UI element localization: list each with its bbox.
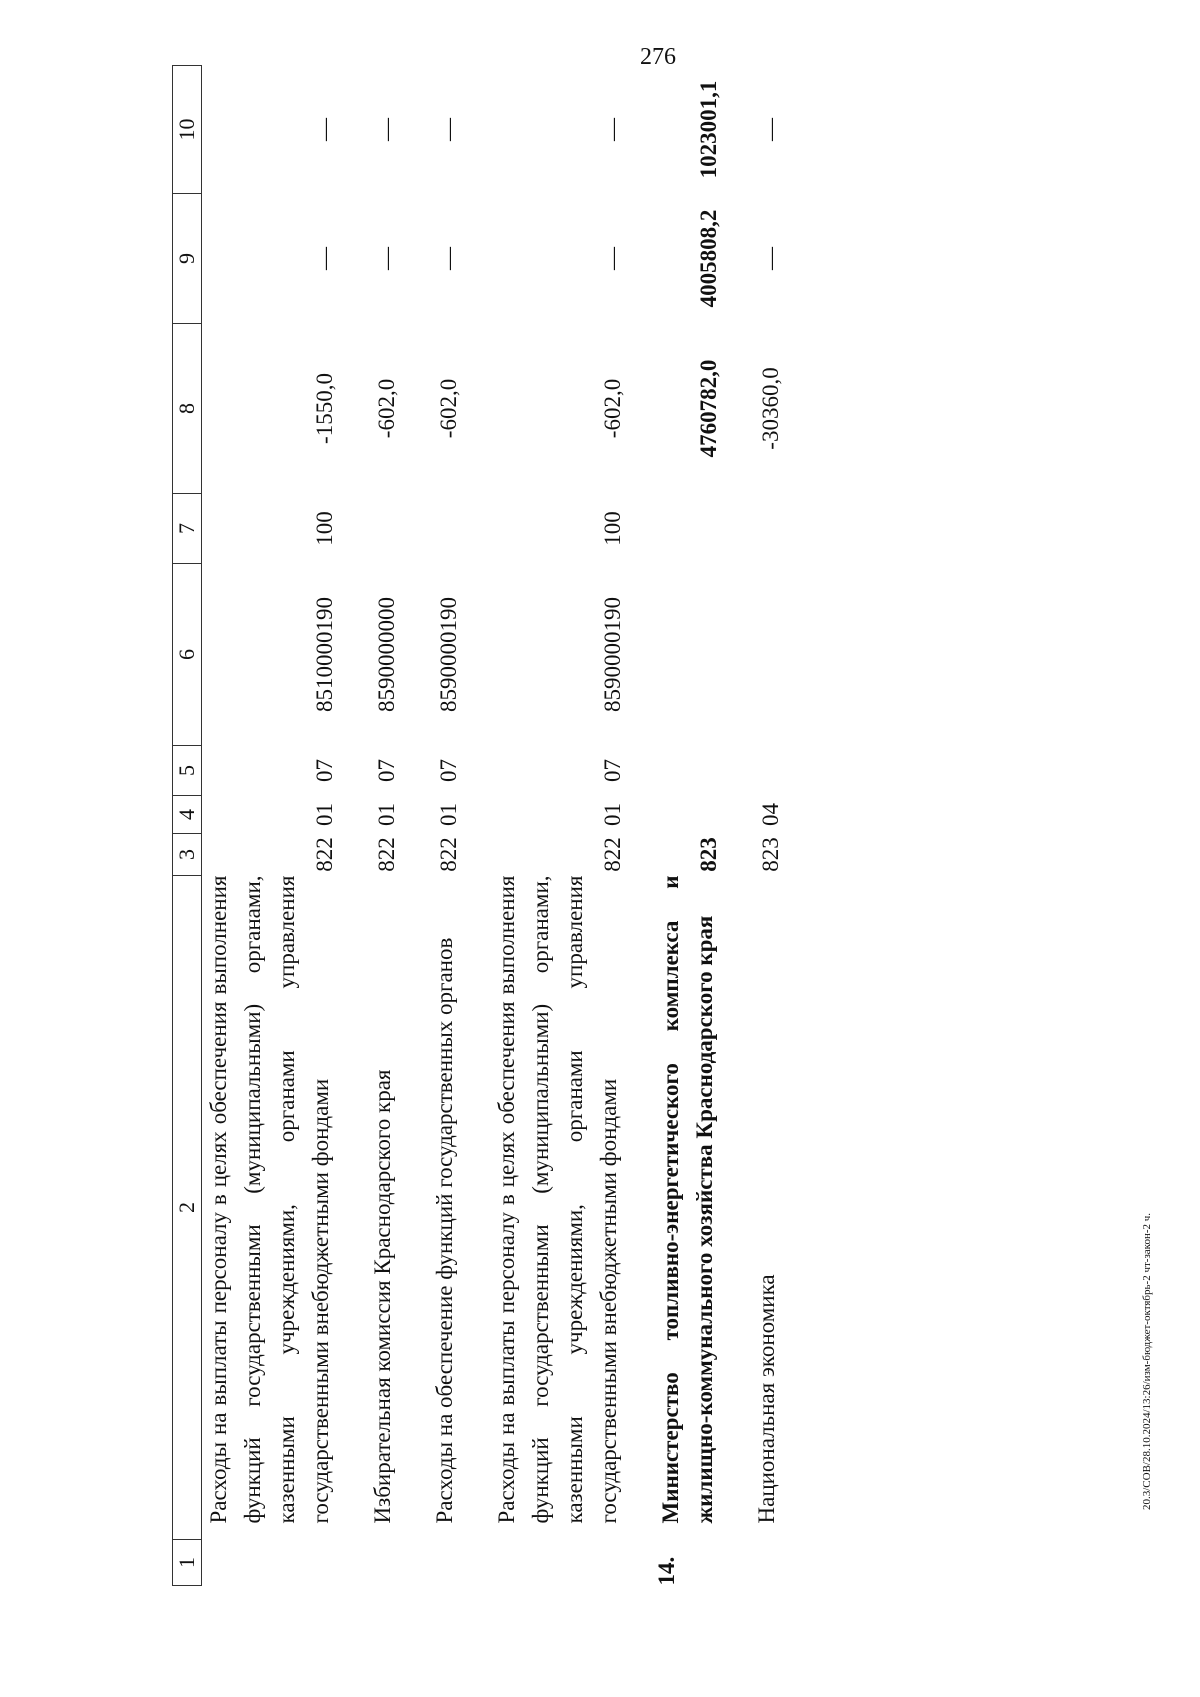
- row-number: [408, 1540, 470, 1586]
- cell-section: 01: [436, 803, 461, 826]
- page-number: 276: [640, 44, 676, 70]
- row-description: Расходы на обеспечение функций государственных органов: [432, 937, 457, 1524]
- cell-amount-col8: -1550,0: [312, 373, 337, 444]
- cell-expense-type: [730, 494, 792, 564]
- cell-target-article: [634, 564, 730, 746]
- cell-subsection: [634, 746, 730, 796]
- budget-table: [172, 65, 792, 1586]
- cell-expense-type: 100: [312, 511, 337, 546]
- header-cell: 7: [173, 494, 202, 564]
- table-row: [730, 66, 792, 1586]
- header-cell: 2: [173, 876, 202, 1540]
- cell-subsection: [730, 746, 792, 796]
- row-description: Расходы на выплаты персоналу в целях обеспечения выполнения функций государственными (муниципальными) органами, казенными учреждениями, органами управления государственными внебюджетными фондами: [206, 875, 333, 1524]
- row-number: [470, 1540, 634, 1586]
- cell-amount-col10: —: [436, 118, 461, 141]
- cell-section: [634, 796, 730, 834]
- table-row: [470, 66, 634, 1586]
- cell-expense-type: [346, 494, 408, 564]
- row-description: Расходы на выплаты персоналу в целях обеспечения выполнения функций государственными (муниципальными) органами, казенными учреждениями, органами управления государственными внебюджетными фондами: [494, 875, 621, 1524]
- cell-target-article: 8510000190: [312, 597, 337, 712]
- cell-ministry-code: 823: [696, 837, 721, 872]
- cell-target-article: 8590000190: [436, 597, 461, 712]
- header-cell: 6: [173, 564, 202, 746]
- cell-amount-col8: -602,0: [600, 378, 625, 439]
- cell-amount-col8: -30360,0: [758, 367, 783, 450]
- cell-subsection: 07: [436, 759, 461, 782]
- cell-target-article: 8590000000: [374, 597, 399, 712]
- header-cell: 10: [173, 66, 202, 194]
- row-description: Национальная экономика: [754, 1274, 779, 1524]
- cell-amount-col9: —: [374, 247, 399, 270]
- row-description: Министерство топливно-энергетического комплекса и жилищно-коммунального хозяйства Краснодарского края: [658, 875, 717, 1524]
- cell-amount-col8: -602,0: [436, 378, 461, 439]
- header-cell: 3: [173, 834, 202, 876]
- cell-amount-col9: —: [758, 247, 783, 270]
- cell-expense-type: 100: [600, 511, 625, 546]
- cell-subsection: 07: [600, 759, 625, 782]
- header-cell: 4: [173, 796, 202, 834]
- cell-amount-col10: —: [312, 118, 337, 141]
- table-row: [634, 66, 730, 1586]
- cell-ministry-code: 822: [600, 837, 625, 872]
- cell-amount-col9: 4005808,2: [696, 209, 721, 308]
- cell-ministry-code: 822: [374, 837, 399, 872]
- cell-amount-col10: —: [600, 118, 625, 141]
- cell-section: 01: [374, 803, 399, 826]
- document-footer-code: 20.3/СОВ/28.10.2024/13:26/изм-бюджет-октябрь-2 чт-закон-2 ч.: [1141, 1212, 1153, 1510]
- cell-target-article: [730, 564, 792, 746]
- cell-amount-col10: 1023001,1: [696, 80, 721, 179]
- cell-amount-col9: —: [436, 247, 461, 270]
- cell-target-article: 8590000190: [600, 597, 625, 712]
- cell-expense-type: [408, 494, 470, 564]
- cell-subsection: 07: [374, 759, 399, 782]
- header-cell: 8: [173, 324, 202, 494]
- row-number: [346, 1540, 408, 1586]
- cell-amount-col9: —: [312, 247, 337, 270]
- cell-amount-col8: -602,0: [374, 378, 399, 439]
- table-row: [408, 66, 470, 1586]
- cell-ministry-code: 823: [758, 837, 783, 872]
- cell-ministry-code: 822: [436, 837, 461, 872]
- table-row: [346, 66, 408, 1586]
- rotated-table-container: [172, 66, 1162, 1586]
- header-cell: 5: [173, 746, 202, 796]
- cell-expense-type: [634, 494, 730, 564]
- table-header-row: [173, 66, 202, 1586]
- row-number: [730, 1540, 792, 1586]
- cell-amount-col10: —: [374, 118, 399, 141]
- cell-ministry-code: 822: [312, 837, 337, 872]
- cell-section: 01: [312, 803, 337, 826]
- row-number: 14.: [654, 1556, 679, 1586]
- cell-subsection: 07: [312, 759, 337, 782]
- cell-amount-col10: —: [758, 118, 783, 141]
- cell-section: 04: [758, 803, 783, 826]
- header-cell: 9: [173, 194, 202, 324]
- cell-amount-col8: 4760782,0: [696, 359, 721, 458]
- row-number: [202, 1540, 347, 1586]
- row-description: Избирательная комиссия Краснодарского края: [370, 1069, 395, 1524]
- cell-amount-col9: —: [600, 247, 625, 270]
- cell-section: 01: [600, 803, 625, 826]
- header-cell: 1: [173, 1540, 202, 1586]
- table-row: [202, 66, 347, 1586]
